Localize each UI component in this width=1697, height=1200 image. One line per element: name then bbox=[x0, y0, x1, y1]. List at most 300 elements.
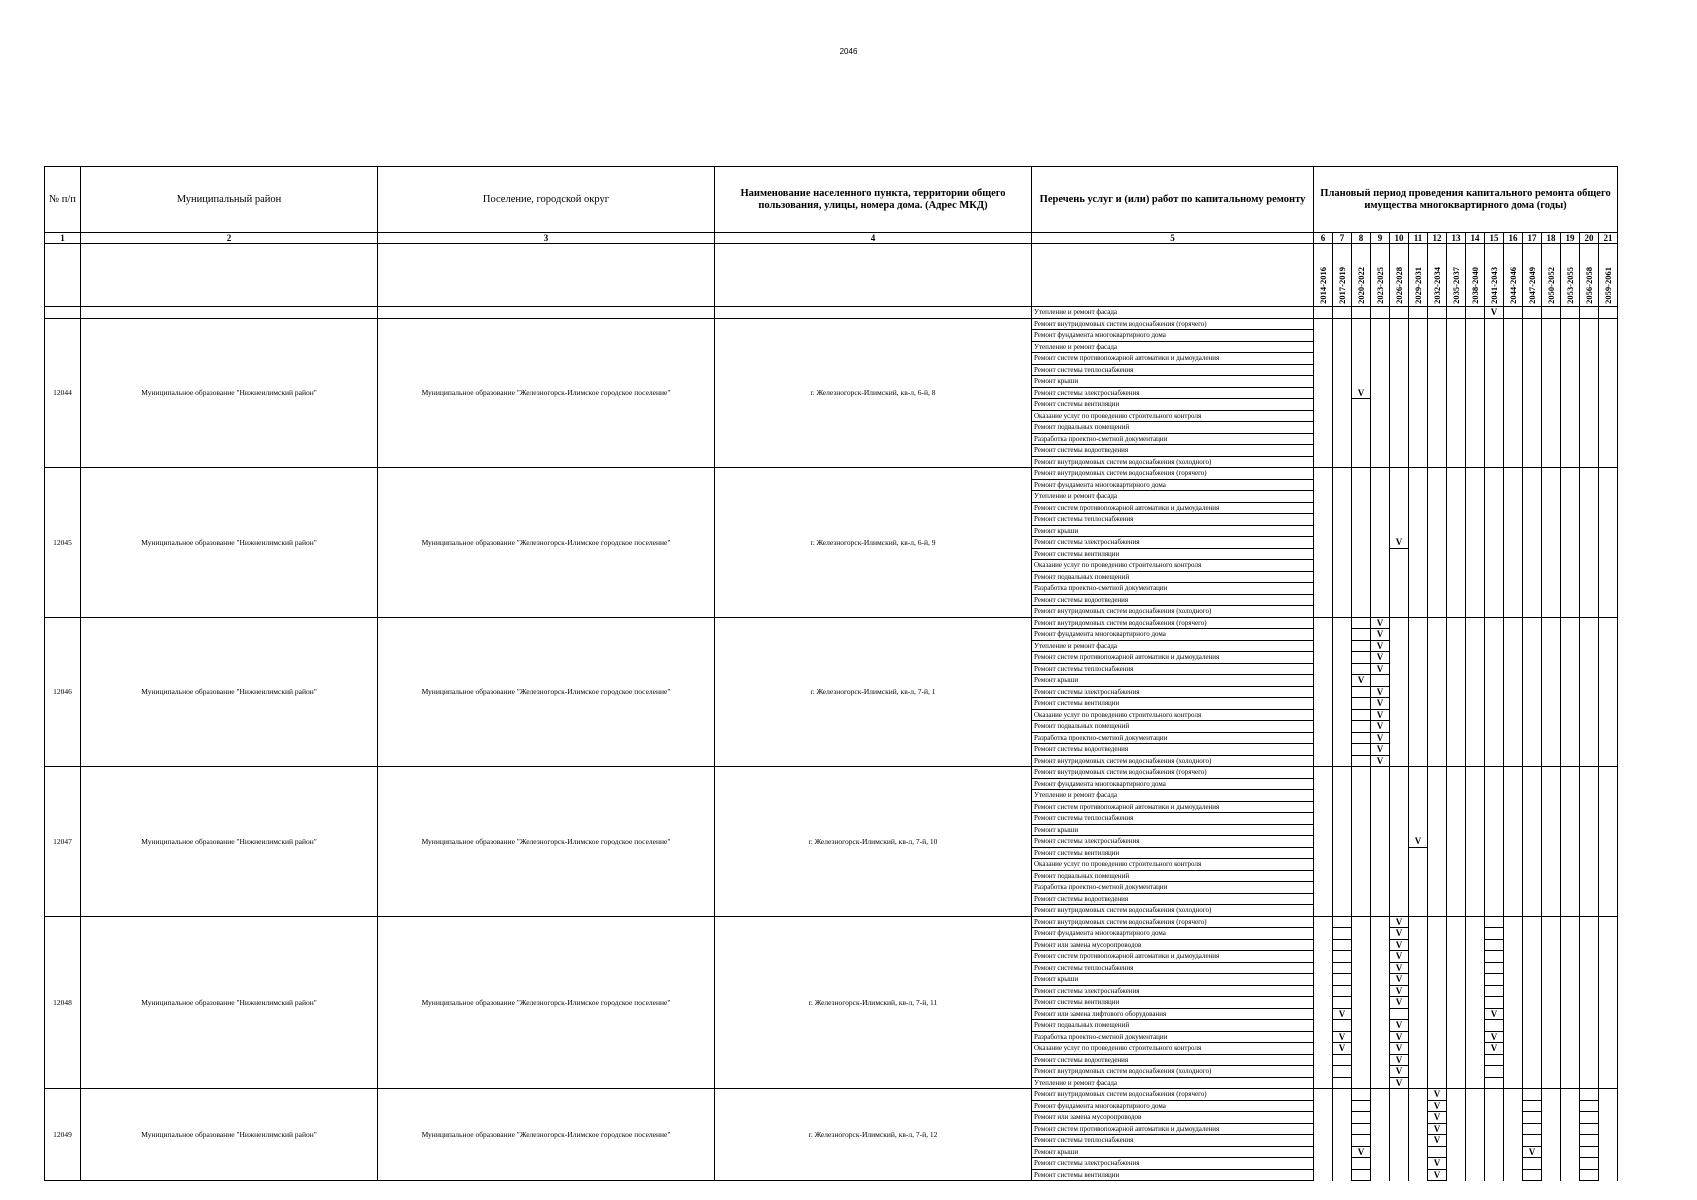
period-cell bbox=[1523, 1100, 1542, 1112]
period-cell bbox=[1333, 479, 1352, 491]
period-cell bbox=[1466, 732, 1485, 744]
period-cell bbox=[1504, 893, 1523, 905]
period-cell bbox=[1314, 502, 1333, 514]
record-address: г. Железногорск-Илимский, кв-л, 6-й, 8 bbox=[715, 318, 1032, 468]
period-cell bbox=[1352, 629, 1371, 641]
period-cell bbox=[1542, 1123, 1561, 1135]
period-cell bbox=[1561, 525, 1580, 537]
work-item: Ремонт внутридомовых систем водоснабжения (горячего) bbox=[1032, 468, 1314, 480]
period-cell bbox=[1371, 479, 1390, 491]
period-cell bbox=[1542, 755, 1561, 767]
period-mark: V bbox=[1390, 928, 1409, 940]
period-cell bbox=[1447, 790, 1466, 802]
period-cell bbox=[1333, 790, 1352, 802]
period-cell bbox=[1561, 836, 1580, 848]
period-cell bbox=[1447, 801, 1466, 813]
period-cell bbox=[1447, 341, 1466, 353]
period-cell bbox=[1371, 893, 1390, 905]
column-number: 3 bbox=[378, 233, 715, 244]
period-mark: V bbox=[1390, 916, 1409, 928]
period-cell bbox=[1504, 1100, 1523, 1112]
period-cell bbox=[1542, 548, 1561, 560]
period-cell bbox=[1466, 939, 1485, 951]
column-number: 7 bbox=[1333, 233, 1352, 244]
period-cell bbox=[1314, 801, 1333, 813]
work-item: Ремонт системы теплоснабжения bbox=[1032, 813, 1314, 825]
work-item: Утепление и ремонт фасада bbox=[1032, 491, 1314, 503]
period-mark: V bbox=[1428, 1123, 1447, 1135]
period-cell bbox=[1371, 928, 1390, 940]
register-table bbox=[44, 166, 1618, 1181]
period-cell bbox=[1390, 456, 1409, 468]
period-cell bbox=[1580, 928, 1599, 940]
period-cell bbox=[1428, 456, 1447, 468]
period-cell bbox=[1314, 1135, 1333, 1147]
period-cell bbox=[1523, 928, 1542, 940]
period-cell bbox=[1599, 985, 1618, 997]
period-cell bbox=[1390, 709, 1409, 721]
work-item: Ремонт системы теплоснабжения bbox=[1032, 514, 1314, 526]
period-cell bbox=[1542, 606, 1561, 618]
period-cell bbox=[1504, 732, 1523, 744]
period-cell bbox=[1485, 318, 1504, 330]
period-cell bbox=[1428, 824, 1447, 836]
period-cell bbox=[1447, 1043, 1466, 1055]
period-cell bbox=[1542, 974, 1561, 986]
period-mark: V bbox=[1371, 744, 1390, 756]
period-cell bbox=[1561, 801, 1580, 813]
period-cell bbox=[1352, 939, 1371, 951]
period-cell bbox=[1428, 997, 1447, 1009]
period-cell bbox=[1447, 755, 1466, 767]
period-cell bbox=[1333, 341, 1352, 353]
period-cell bbox=[1485, 410, 1504, 422]
period-cell bbox=[1314, 755, 1333, 767]
column-number: 1 bbox=[45, 233, 81, 244]
period-cell bbox=[1314, 1020, 1333, 1032]
record-settlement: Муниципальное образование "Железногорск-Илимское городское поселение" bbox=[378, 767, 715, 917]
period-cell bbox=[1447, 916, 1466, 928]
period-cell bbox=[1447, 606, 1466, 618]
period-cell bbox=[1333, 594, 1352, 606]
period-mark: V bbox=[1390, 537, 1409, 549]
period-cell bbox=[1314, 847, 1333, 859]
period-cell bbox=[1580, 755, 1599, 767]
period-cell bbox=[1371, 387, 1390, 399]
period-cell bbox=[1580, 537, 1599, 549]
period-cell bbox=[1333, 744, 1352, 756]
period-cell bbox=[1447, 1169, 1466, 1181]
period-cell bbox=[1599, 1089, 1618, 1101]
period-cell bbox=[1504, 709, 1523, 721]
period-cell bbox=[1599, 663, 1618, 675]
period-cell bbox=[1485, 479, 1504, 491]
period-cell bbox=[1504, 755, 1523, 767]
period-cell bbox=[1314, 962, 1333, 974]
period-cell bbox=[1580, 859, 1599, 871]
period-cell bbox=[1447, 1146, 1466, 1158]
period-cell bbox=[1504, 698, 1523, 710]
period-cell bbox=[1523, 698, 1542, 710]
work-item: Оказание услуг по проведению строительного контроля bbox=[1032, 410, 1314, 422]
period-cell bbox=[1561, 330, 1580, 342]
work-item: Ремонт системы теплоснабжения bbox=[1032, 663, 1314, 675]
period-cell bbox=[1447, 721, 1466, 733]
period-cell bbox=[1466, 548, 1485, 560]
period-cell bbox=[1314, 813, 1333, 825]
blank-cell bbox=[378, 244, 715, 307]
period-cell bbox=[1314, 824, 1333, 836]
work-item: Ремонт внутридомовых систем водоснабжения (горячего) bbox=[1032, 767, 1314, 779]
period-cell bbox=[1561, 583, 1580, 595]
period-cell bbox=[1390, 341, 1409, 353]
period-cell bbox=[1523, 732, 1542, 744]
period-cell bbox=[1504, 560, 1523, 572]
period-cell bbox=[1542, 709, 1561, 721]
header-period: Плановый период проведения капитального ремонта общего имущества многоквартирного дома (годы) bbox=[1314, 167, 1618, 233]
period-cell bbox=[1428, 571, 1447, 583]
period-cell bbox=[1314, 1066, 1333, 1078]
period-cell bbox=[1428, 422, 1447, 434]
period-cell bbox=[1599, 1100, 1618, 1112]
period-cell bbox=[1352, 330, 1371, 342]
period-cell bbox=[1580, 330, 1599, 342]
column-number: 17 bbox=[1523, 233, 1542, 244]
period-cell bbox=[1371, 997, 1390, 1009]
period-cell bbox=[1580, 571, 1599, 583]
period-cell bbox=[1409, 893, 1428, 905]
period-cell bbox=[1428, 732, 1447, 744]
period-cell bbox=[1352, 1112, 1371, 1124]
period-cell bbox=[1447, 974, 1466, 986]
period-cell bbox=[1428, 882, 1447, 894]
work-item: Утепление и ремонт фасада bbox=[1032, 790, 1314, 802]
period-cell bbox=[1314, 709, 1333, 721]
period-cell bbox=[1447, 410, 1466, 422]
period-cell bbox=[1504, 330, 1523, 342]
period-cell bbox=[1333, 1054, 1352, 1066]
period-cell bbox=[1523, 629, 1542, 641]
year-header bbox=[1580, 244, 1599, 307]
record-number: 12048 bbox=[45, 916, 81, 1089]
period-cell bbox=[1485, 1146, 1504, 1158]
period-cell bbox=[1428, 560, 1447, 572]
period-cell bbox=[1428, 709, 1447, 721]
period-cell bbox=[1580, 732, 1599, 744]
period-cell bbox=[1390, 583, 1409, 595]
period-cell bbox=[1447, 1135, 1466, 1147]
period-cell bbox=[1466, 698, 1485, 710]
record-district: Муниципальное образование "Нижнеилимский район" bbox=[81, 767, 378, 917]
period-cell bbox=[1390, 652, 1409, 664]
period-cell bbox=[1447, 1066, 1466, 1078]
period-cell bbox=[1314, 698, 1333, 710]
period-cell bbox=[1371, 307, 1390, 319]
period-mark: V bbox=[1390, 985, 1409, 997]
period-cell bbox=[1409, 813, 1428, 825]
period-cell bbox=[1599, 882, 1618, 894]
period-cell bbox=[1371, 1031, 1390, 1043]
period-cell bbox=[1599, 502, 1618, 514]
period-cell bbox=[1352, 709, 1371, 721]
period-cell bbox=[1504, 571, 1523, 583]
year-header bbox=[1466, 244, 1485, 307]
period-cell bbox=[1333, 675, 1352, 687]
period-mark: V bbox=[1390, 1077, 1409, 1089]
period-cell bbox=[1599, 640, 1618, 652]
period-cell bbox=[1504, 1135, 1523, 1147]
period-cell bbox=[1428, 468, 1447, 480]
period-cell bbox=[1485, 1020, 1504, 1032]
year-label: 2044-2046 bbox=[1508, 267, 1518, 304]
period-cell bbox=[1333, 928, 1352, 940]
period-cell bbox=[1561, 1158, 1580, 1170]
period-cell bbox=[1580, 790, 1599, 802]
column-number: 8 bbox=[1352, 233, 1371, 244]
period-cell bbox=[1561, 1066, 1580, 1078]
period-cell bbox=[1447, 583, 1466, 595]
period-cell bbox=[1409, 675, 1428, 687]
period-cell bbox=[1523, 790, 1542, 802]
period-cell bbox=[1561, 870, 1580, 882]
work-item: Ремонт фундамента многоквартирного дома bbox=[1032, 629, 1314, 641]
period-mark: V bbox=[1333, 1008, 1352, 1020]
period-cell bbox=[1580, 824, 1599, 836]
period-cell bbox=[1371, 939, 1390, 951]
period-cell bbox=[1580, 422, 1599, 434]
period-cell bbox=[1333, 537, 1352, 549]
period-cell bbox=[1333, 709, 1352, 721]
period-cell bbox=[1390, 353, 1409, 365]
page-number: 2046 bbox=[839, 47, 858, 56]
record-number: 12049 bbox=[45, 1089, 81, 1181]
period-cell bbox=[1561, 629, 1580, 641]
period-cell bbox=[1561, 790, 1580, 802]
period-cell bbox=[1466, 1135, 1485, 1147]
period-mark: V bbox=[1485, 1008, 1504, 1020]
period-cell bbox=[1599, 870, 1618, 882]
period-cell bbox=[1542, 663, 1561, 675]
period-cell bbox=[1542, 376, 1561, 388]
period-cell bbox=[1409, 916, 1428, 928]
period-cell bbox=[1447, 824, 1466, 836]
period-cell bbox=[1504, 663, 1523, 675]
period-cell bbox=[1314, 744, 1333, 756]
period-cell bbox=[1466, 1054, 1485, 1066]
period-cell bbox=[1314, 341, 1333, 353]
period-cell bbox=[1485, 836, 1504, 848]
period-cell bbox=[1409, 847, 1428, 859]
period-cell bbox=[1314, 663, 1333, 675]
period-cell bbox=[1542, 594, 1561, 606]
period-cell bbox=[1561, 1089, 1580, 1101]
period-cell bbox=[1390, 755, 1409, 767]
period-cell bbox=[1504, 502, 1523, 514]
period-cell bbox=[1523, 548, 1542, 560]
period-cell bbox=[1390, 882, 1409, 894]
period-cell bbox=[1428, 836, 1447, 848]
period-cell bbox=[1333, 330, 1352, 342]
period-cell bbox=[1333, 491, 1352, 503]
period-cell bbox=[1333, 502, 1352, 514]
work-item: Ремонт системы вентиляции bbox=[1032, 997, 1314, 1009]
period-cell bbox=[1314, 537, 1333, 549]
period-cell bbox=[1314, 732, 1333, 744]
period-cell bbox=[1504, 847, 1523, 859]
period-cell bbox=[1542, 744, 1561, 756]
period-cell bbox=[1542, 387, 1561, 399]
period-cell bbox=[1390, 1146, 1409, 1158]
period-cell bbox=[1466, 824, 1485, 836]
year-header bbox=[1504, 244, 1523, 307]
period-cell bbox=[1523, 433, 1542, 445]
period-cell bbox=[1599, 721, 1618, 733]
period-cell bbox=[1352, 985, 1371, 997]
period-cell bbox=[1352, 364, 1371, 376]
period-cell bbox=[1542, 813, 1561, 825]
period-cell bbox=[1314, 1158, 1333, 1170]
period-cell bbox=[1485, 468, 1504, 480]
period-cell bbox=[1542, 307, 1561, 319]
period-cell bbox=[1352, 870, 1371, 882]
period-cell bbox=[1504, 640, 1523, 652]
period-cell bbox=[1599, 744, 1618, 756]
period-cell bbox=[1466, 1031, 1485, 1043]
work-item: Утепление и ремонт фасада bbox=[1032, 640, 1314, 652]
work-item: Ремонт системы электроснабжения bbox=[1032, 836, 1314, 848]
period-cell bbox=[1333, 571, 1352, 583]
period-cell bbox=[1371, 548, 1390, 560]
work-item: Оказание услуг по проведению строительного контроля bbox=[1032, 1043, 1314, 1055]
period-cell bbox=[1428, 387, 1447, 399]
period-cell bbox=[1409, 1112, 1428, 1124]
period-cell bbox=[1314, 353, 1333, 365]
work-item: Ремонт системы водоотведения bbox=[1032, 1054, 1314, 1066]
capital-repair-register bbox=[44, 166, 1618, 1181]
period-cell bbox=[1409, 1066, 1428, 1078]
period-cell bbox=[1409, 767, 1428, 779]
period-cell bbox=[1466, 1077, 1485, 1089]
year-header bbox=[1390, 244, 1409, 307]
period-cell bbox=[1580, 997, 1599, 1009]
year-header bbox=[1561, 244, 1580, 307]
period-cell bbox=[1428, 663, 1447, 675]
period-cell bbox=[1409, 721, 1428, 733]
period-cell bbox=[1485, 422, 1504, 434]
period-cell bbox=[1390, 790, 1409, 802]
period-cell bbox=[1580, 307, 1599, 319]
period-cell bbox=[1542, 675, 1561, 687]
period-cell bbox=[1485, 606, 1504, 618]
period-cell bbox=[1561, 617, 1580, 629]
period-cell bbox=[1504, 1089, 1523, 1101]
period-cell bbox=[1409, 560, 1428, 572]
period-cell bbox=[1561, 905, 1580, 917]
period-cell bbox=[1542, 318, 1561, 330]
period-cell bbox=[1542, 686, 1561, 698]
period-cell bbox=[1428, 376, 1447, 388]
period-cell bbox=[1447, 1089, 1466, 1101]
period-cell bbox=[1409, 433, 1428, 445]
period-cell bbox=[1466, 652, 1485, 664]
period-cell bbox=[1333, 514, 1352, 526]
period-cell bbox=[1333, 1158, 1352, 1170]
period-cell bbox=[1409, 353, 1428, 365]
period-cell bbox=[1561, 399, 1580, 411]
period-cell bbox=[1504, 537, 1523, 549]
period-cell bbox=[1352, 1077, 1371, 1089]
period-cell bbox=[1371, 1100, 1390, 1112]
period-cell bbox=[1333, 1112, 1352, 1124]
period-cell bbox=[1599, 537, 1618, 549]
period-cell bbox=[1352, 1054, 1371, 1066]
period-cell bbox=[1523, 801, 1542, 813]
period-cell bbox=[1314, 767, 1333, 779]
work-item: Ремонт крыши bbox=[1032, 824, 1314, 836]
period-cell bbox=[1542, 502, 1561, 514]
period-cell bbox=[1390, 364, 1409, 376]
period-mark: V bbox=[1371, 698, 1390, 710]
period-cell bbox=[1333, 997, 1352, 1009]
period-cell bbox=[1447, 479, 1466, 491]
period-cell bbox=[1352, 514, 1371, 526]
period-cell bbox=[1390, 686, 1409, 698]
period-cell bbox=[1561, 502, 1580, 514]
period-cell bbox=[1314, 675, 1333, 687]
period-cell bbox=[1371, 353, 1390, 365]
period-cell bbox=[1447, 686, 1466, 698]
period-cell bbox=[1523, 847, 1542, 859]
period-cell bbox=[1409, 790, 1428, 802]
period-cell bbox=[1371, 813, 1390, 825]
period-cell bbox=[1523, 882, 1542, 894]
period-cell bbox=[1314, 1100, 1333, 1112]
period-cell bbox=[1580, 698, 1599, 710]
period-cell bbox=[1314, 468, 1333, 480]
period-cell bbox=[1561, 721, 1580, 733]
period-cell bbox=[1371, 859, 1390, 871]
period-cell bbox=[1371, 1043, 1390, 1055]
period-cell bbox=[1333, 974, 1352, 986]
period-cell bbox=[1409, 1054, 1428, 1066]
work-item: Ремонт системы электроснабжения bbox=[1032, 985, 1314, 997]
period-cell bbox=[1561, 916, 1580, 928]
period-cell bbox=[1352, 744, 1371, 756]
period-cell bbox=[1466, 1112, 1485, 1124]
period-cell bbox=[1580, 1077, 1599, 1089]
period-cell bbox=[1580, 445, 1599, 457]
period-cell bbox=[1466, 560, 1485, 572]
period-cell bbox=[1447, 778, 1466, 790]
period-cell bbox=[1504, 813, 1523, 825]
period-cell bbox=[1447, 594, 1466, 606]
period-cell bbox=[1599, 629, 1618, 641]
period-cell bbox=[1466, 744, 1485, 756]
period-cell bbox=[1390, 905, 1409, 917]
year-label: 2017-2019 bbox=[1337, 267, 1347, 304]
period-cell bbox=[1542, 1031, 1561, 1043]
column-number: 16 bbox=[1504, 233, 1523, 244]
period-cell bbox=[1580, 606, 1599, 618]
period-cell bbox=[1352, 433, 1371, 445]
period-cell bbox=[1542, 410, 1561, 422]
period-cell bbox=[1447, 433, 1466, 445]
record-settlement: Муниципальное образование "Железногорск-Илимское городское поселение" bbox=[378, 1089, 715, 1181]
period-cell bbox=[1504, 1054, 1523, 1066]
work-item: Разработка проектно-сметной документации bbox=[1032, 433, 1314, 445]
period-cell bbox=[1428, 445, 1447, 457]
period-cell bbox=[1333, 732, 1352, 744]
